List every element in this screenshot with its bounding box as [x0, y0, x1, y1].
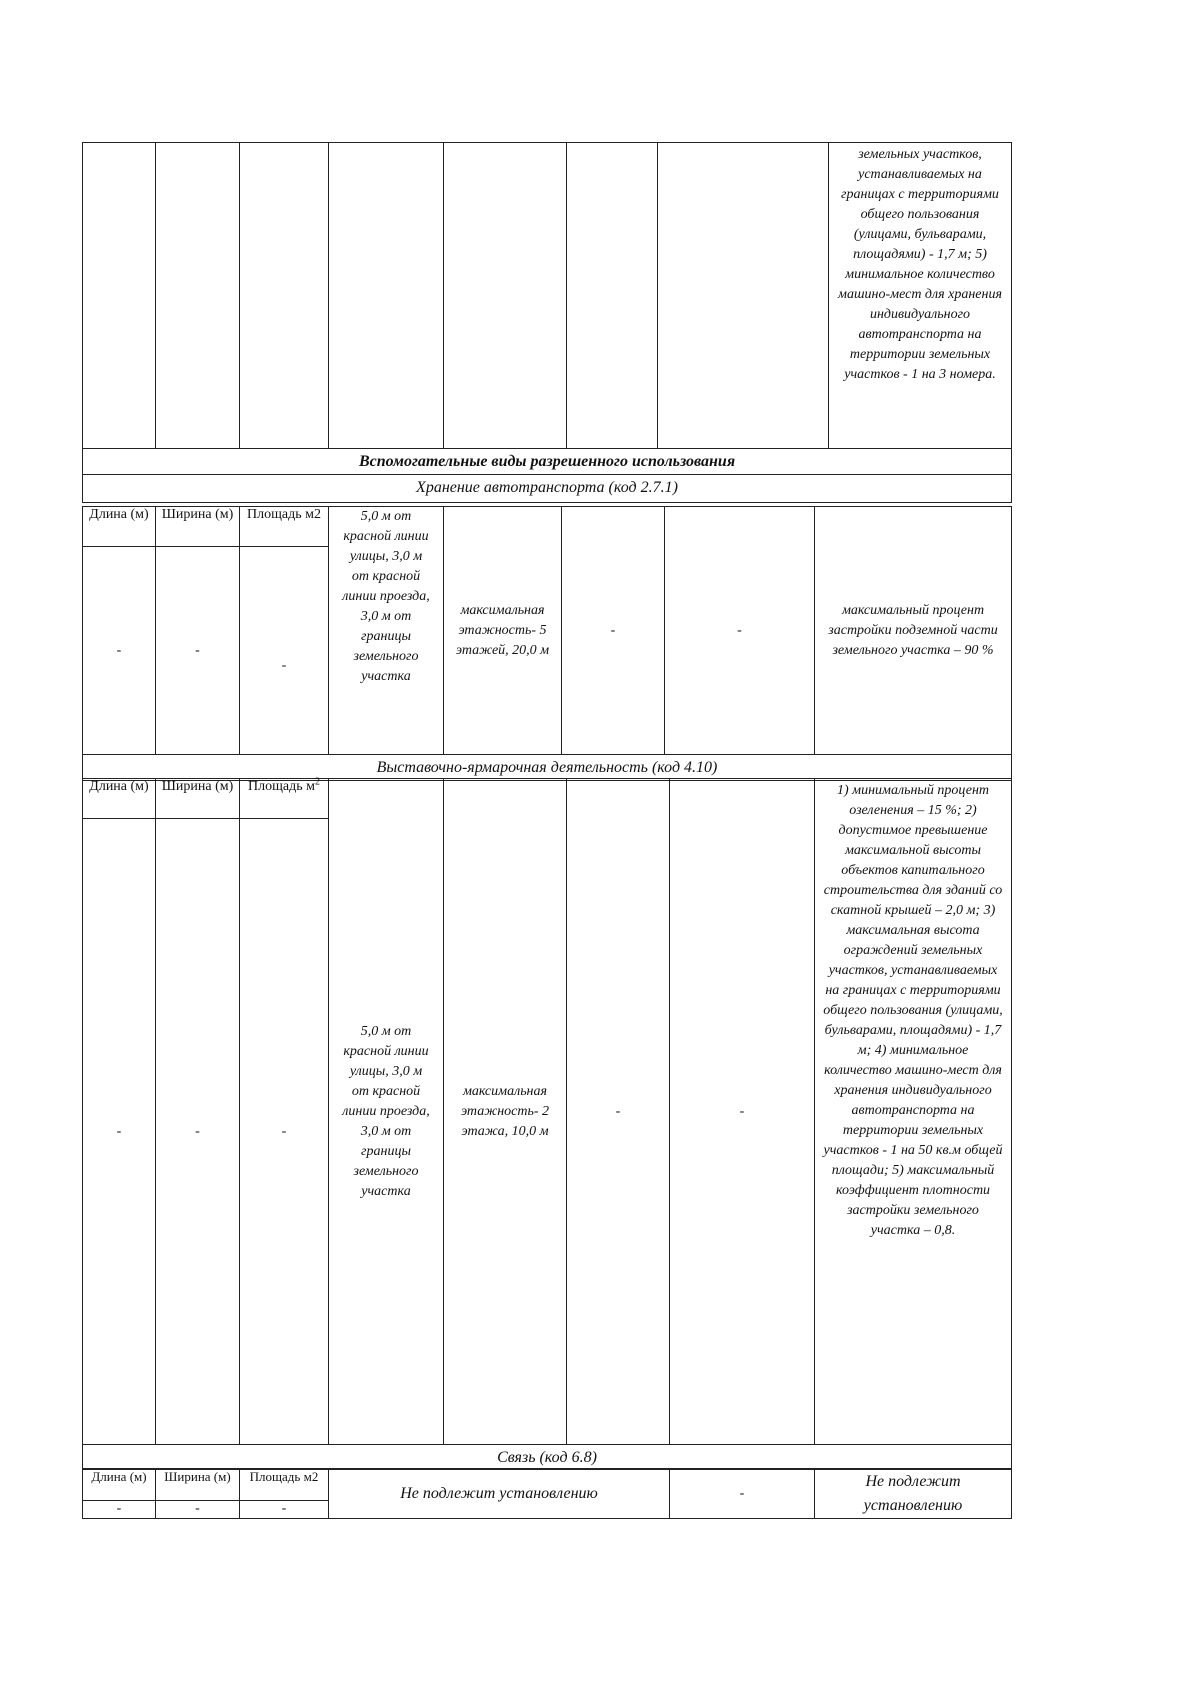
value-dash: - [567, 779, 670, 1445]
empty-cell [156, 143, 240, 449]
exhibition-table [82, 778, 1012, 1470]
value-width: - [156, 819, 240, 1445]
setbacks-cell: 5,0 м от красной линии улицы, 3,0 м от красной линии проезда, 3,0 м от границы земельного участка [329, 507, 444, 755]
value-width: - [156, 1501, 240, 1519]
header-width: Ширина (м) [156, 507, 240, 547]
value-area: - [240, 547, 329, 755]
header-area-label: Площадь м [248, 779, 315, 794]
header-length: Длина (м) [83, 779, 156, 819]
header-area: Площадь м2 [240, 507, 329, 547]
empty-cell [240, 143, 329, 449]
not-set-cell: Не подлежит установлению [329, 1469, 670, 1519]
empty-cell [329, 143, 444, 449]
value-length: - [83, 819, 156, 1445]
value-length: - [83, 1501, 156, 1519]
value-dash: - [670, 1469, 815, 1519]
header-area [240, 776, 329, 819]
header-area-superscript: 2 [314, 776, 320, 788]
header-length: Длина (м) [83, 1469, 156, 1501]
setbacks-cell: 5,0 м от красной линии улицы, 3,0 м от красной линии проезда, 3,0 м от границы земельного участка [329, 779, 444, 1445]
parking-table [82, 506, 1012, 781]
value-area: - [240, 1501, 329, 1519]
section-title-parking: Хранение автотранспорта (код 2.7.1) [83, 475, 1012, 503]
value-area: - [240, 819, 329, 1445]
continuation-table [82, 142, 1012, 503]
additional-params-cell: максимальный процент застройки подземной части земельного участка – 90 % [815, 507, 1012, 755]
max-floors-cell: максимальная этажность- 5 этажей, 20,0 м [444, 507, 562, 755]
header-area: Площадь м2 [240, 1469, 329, 1501]
value-dash: - [665, 507, 815, 755]
communication-table [82, 1468, 1012, 1519]
additional-params-cell: земельных участков, устанавливаемых на границах с территориями общего пользования (улицами, бульварами, площадями) - 1,7 м; 5) минимальное количество машино-мест для хранения индивидуального автотранспорта на территории земельных участков - 1 на 3 номера. [829, 143, 1012, 449]
max-floors-cell: максимальная этажность- 2 этажа, 10,0 м [444, 779, 567, 1445]
section-title-exhibition: Выставочно-ярмарочная деятельность (код 4.10) [83, 755, 1012, 781]
value-length: - [83, 547, 156, 755]
empty-cell [658, 143, 829, 449]
empty-cell [567, 143, 658, 449]
value-width: - [156, 547, 240, 755]
additional-params-cell: 1) минимальный процент озеленения – 15 %; 2) допустимое превышение максимальной высоты объектов капитального строительства для зданий со скатной крышей – 2,0 м; 3) максимальная высота ограждений земельных участков, устанавливаемых на границах с территориями общего пользования (улицами, бульварами, площадями) - 1,7 м; 4) минимальное количество машино-мест для хранения индивидуального автотранспорта на территории земельных участков - 1 на 50 кв.м общей площади; 5) максимальный коэффициент плотности застройки земельного участка – 0,8. [815, 779, 1012, 1445]
empty-cell [444, 143, 567, 449]
header-width: Ширина (м) [156, 779, 240, 819]
value-dash: - [562, 507, 665, 755]
section-title-communication: Связь (код 6.8) [83, 1445, 1012, 1470]
value-dash: - [670, 779, 815, 1445]
additional-params-cell: Не подлежит установлению [815, 1469, 1012, 1519]
empty-cell [83, 143, 156, 449]
header-length: Длина (м) [83, 507, 156, 547]
aux-uses-header: Вспомогательные виды разрешенного использования [83, 449, 1012, 475]
header-width: Ширина (м) [156, 1469, 240, 1501]
